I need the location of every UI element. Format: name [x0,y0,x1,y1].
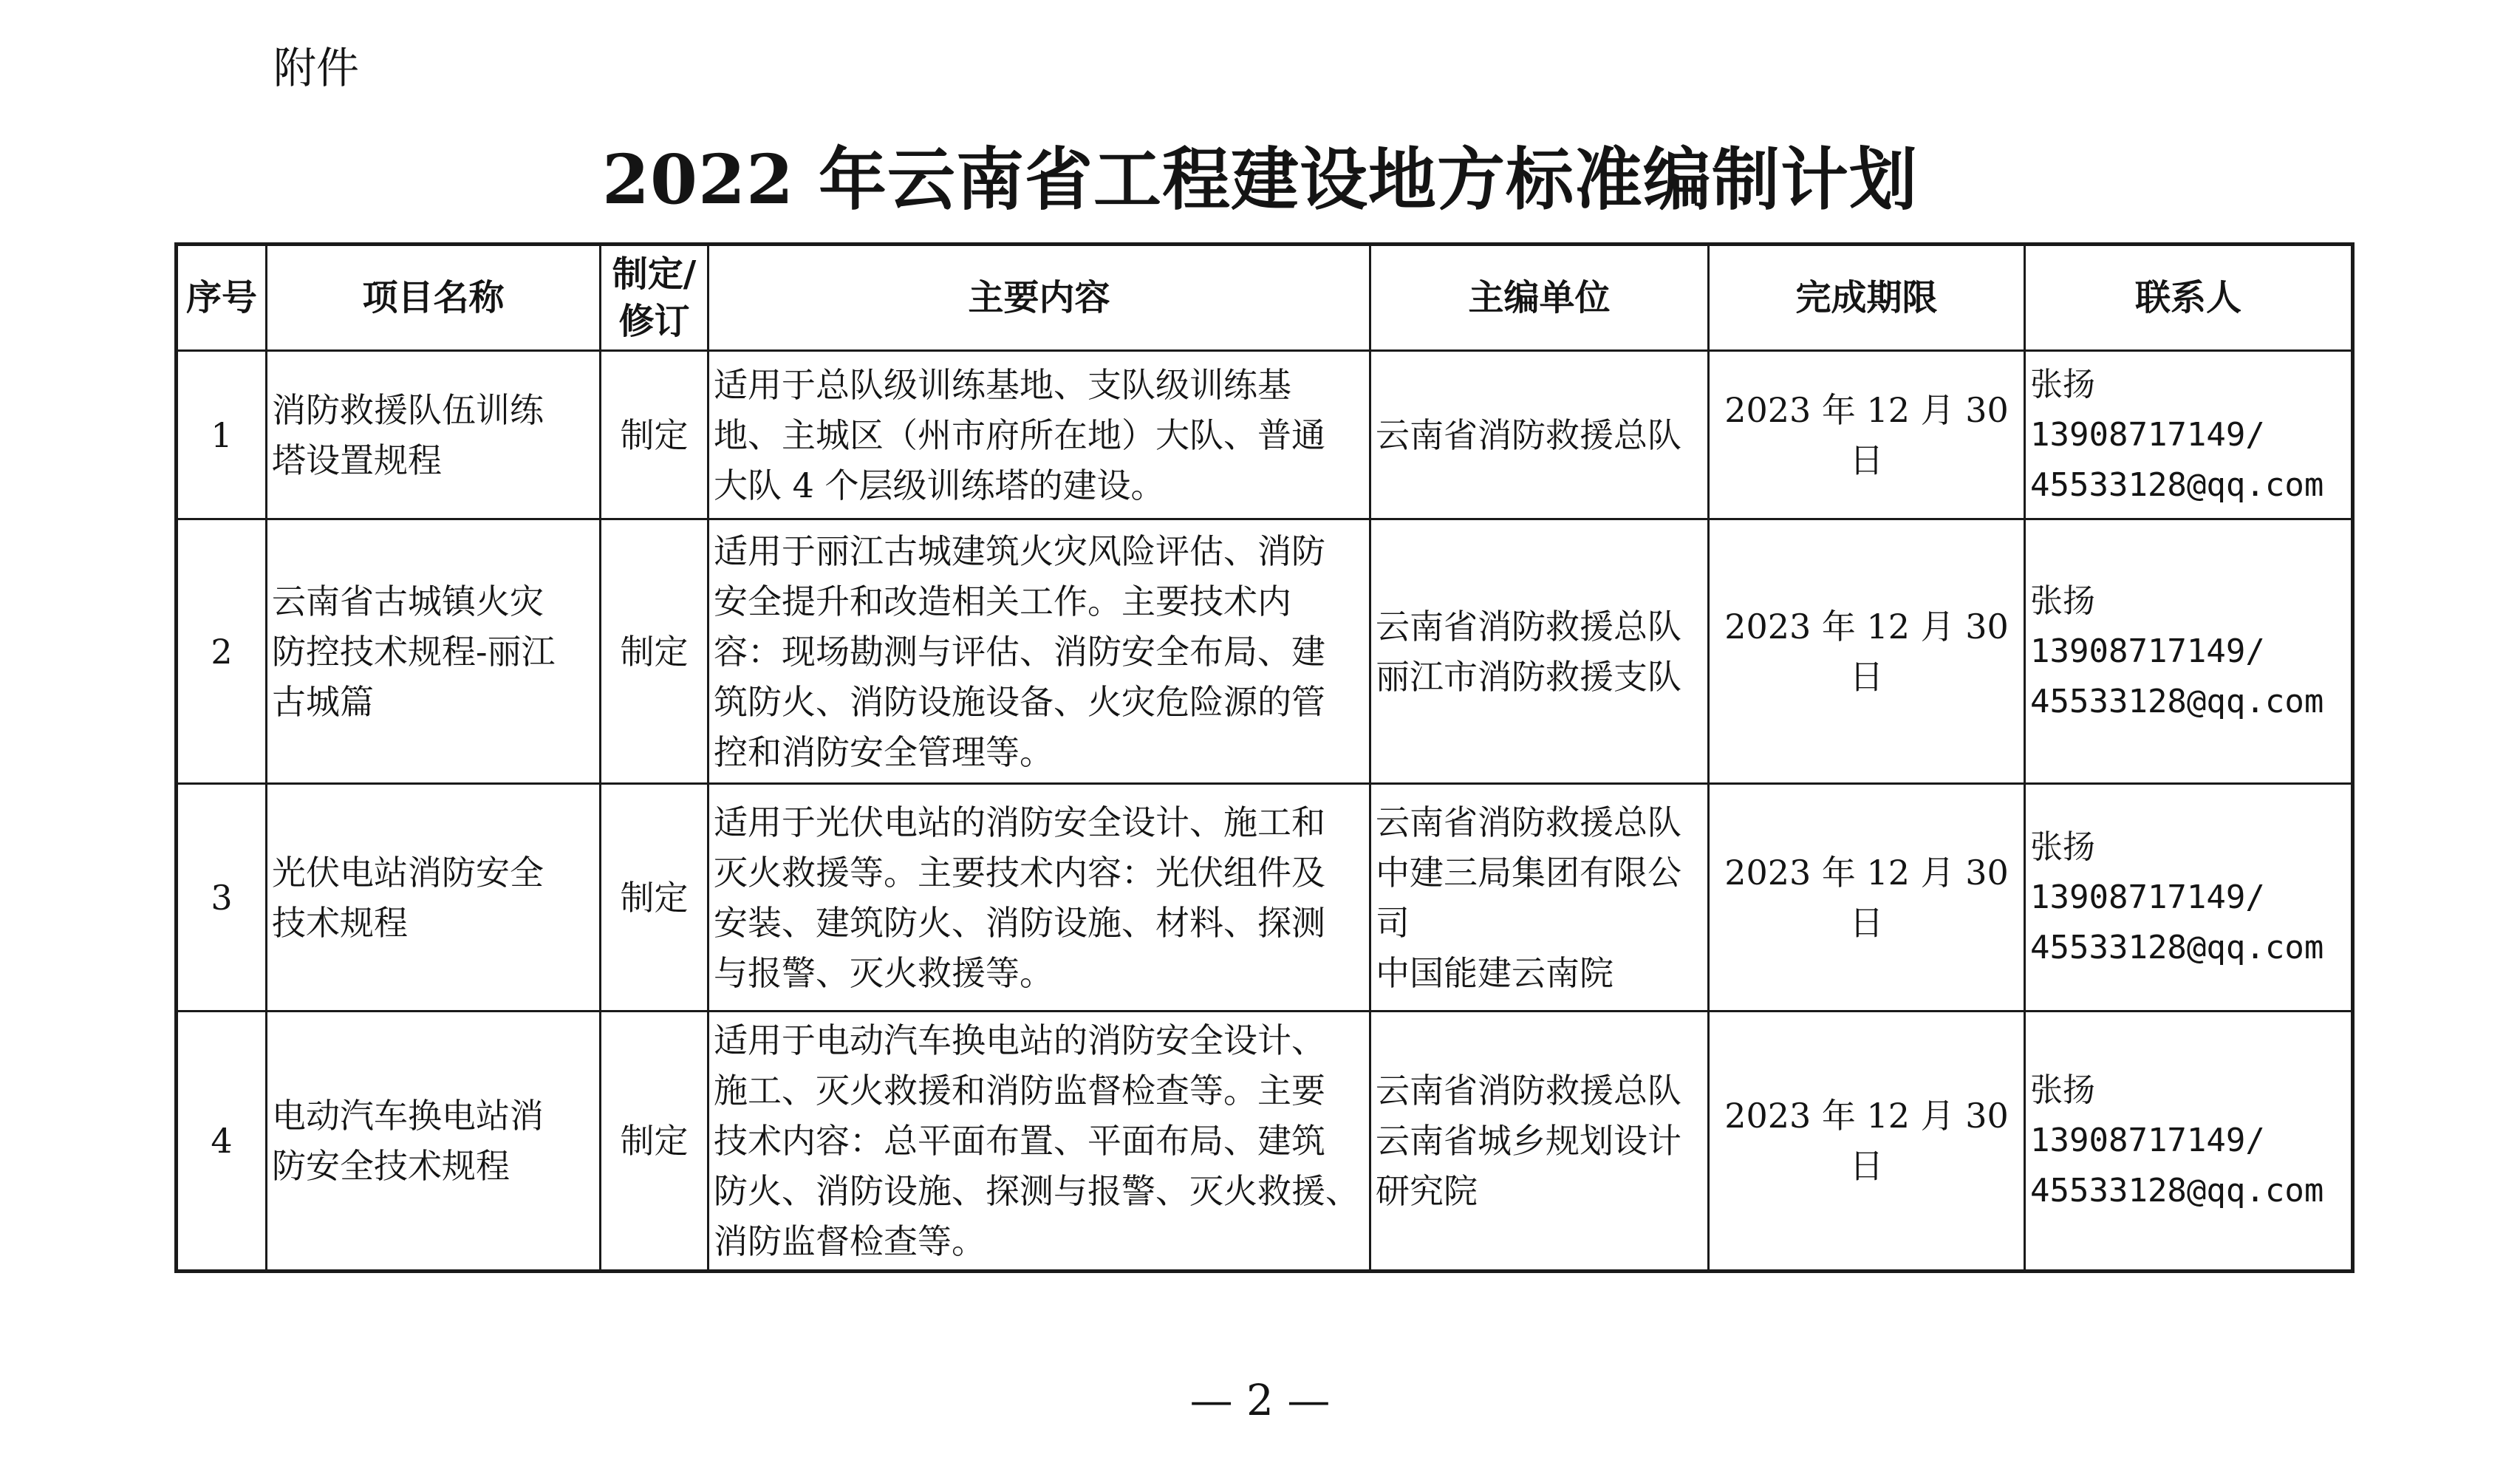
contact-email: 45533128@qq.com [2030,682,2324,720]
contact-phone: 13908717149/ [2030,878,2265,916]
cell-deadline: 2023 年 12 月 30 日 [1709,784,2025,1012]
name-line: 防控技术规程-丽江 [272,631,556,672]
content-line: 适用于丽江古城建筑火灾风险评估、消防 [714,531,1325,571]
content-line: 技术内容：总平面布置、平面布局、建筑 [714,1121,1325,1161]
contact-name: 张扬 [2030,365,2095,403]
content-line: 控和消防安全管理等。 [714,731,1054,772]
header-editor-unit: 主编单位 [1370,245,1709,351]
contact-email: 45533128@qq.com [2030,1172,2324,1210]
unit-line: 研究院 [1376,1171,1478,1211]
cell-contact [2025,1012,2353,1272]
cell-deadline: 2023 年 12 月 30 日 [1709,1012,2025,1272]
contact-phone: 13908717149/ [2030,415,2265,454]
cell-project-name [267,784,601,1012]
header-project-name: 项目名称 [267,245,601,351]
name-line: 塔设置规程 [272,440,442,480]
cell-editor-unit [1370,351,1709,519]
cell-project-name [267,519,601,784]
name-line: 消防救援队伍训练 [272,389,544,430]
name-line: 云南省古城镇火灾 [272,581,544,621]
header-index: 序号 [177,245,267,351]
header-contact: 联系人 [2025,245,2353,351]
unit-line: 云南省消防救援总队 [1376,606,1681,647]
content-line: 施工、灭火救援和消防监督检查等。主要 [714,1071,1325,1111]
cell-type: 制定 [601,351,708,519]
cell-index: 3 [177,784,267,1012]
contact-name: 张扬 [2030,828,2095,866]
content-line: 消防监督检查等。 [714,1221,986,1261]
cell-index: 1 [177,351,267,519]
content-line: 与报警、灭火救援等。 [714,952,1054,993]
cell-content [708,1012,1370,1272]
table-header-row [177,245,2353,351]
cell-deadline: 2023 年 12 月 30 日 [1709,351,2025,519]
contact-email: 45533128@qq.com [2030,928,2324,966]
header-content: 主要内容 [708,245,1370,351]
cell-contact [2025,519,2353,784]
page-number: — 2 — [1189,1375,1331,1425]
content-line: 适用于光伏电站的消防安全设计、施工和 [714,802,1325,842]
contact-phone: 13908717149/ [2030,632,2265,670]
content-line: 安装、建筑防火、消防设施、材料、探测 [714,902,1325,943]
cell-index: 4 [177,1012,267,1272]
header-type-line2: 修订 [618,301,690,342]
header-type-line1: 制定/ [612,253,697,295]
header-deadline: 完成期限 [1709,245,2025,351]
table-row [177,1012,2353,1272]
content-line: 适用于电动汽车换电站的消防安全设计、 [714,1020,1325,1060]
cell-contact [2025,351,2353,519]
unit-line: 中建三局集团有限公 [1376,852,1681,893]
cell-contact [2025,784,2353,1012]
cell-type: 制定 [601,519,708,784]
content-line: 容：现场勘测与评估、消防安全布局、建 [714,631,1325,672]
unit-line: 云南省城乡规划设计 [1376,1121,1681,1161]
contact-name: 张扬 [2030,581,2095,620]
cell-editor-unit [1370,1012,1709,1272]
cell-deadline: 2023 年 12 月 30 日 [1709,519,2025,784]
document-title: 2022 年云南省工程建设地方标准编制计划 [601,140,1919,219]
table-row [177,784,2353,1012]
name-line: 技术规程 [272,902,408,943]
contact-email: 45533128@qq.com [2030,465,2324,504]
cell-editor-unit [1370,519,1709,784]
content-line: 安全提升和改造相关工作。主要技术内 [714,581,1291,621]
unit-line: 司 [1376,902,1410,943]
name-line: 古城篇 [272,681,374,722]
contact-phone: 13908717149/ [2030,1122,2265,1159]
cell-type: 制定 [601,1012,708,1272]
table-row [177,519,2353,784]
name-line: 防安全技术规程 [272,1146,510,1186]
cell-type: 制定 [601,784,708,1012]
header-type [601,245,708,351]
content-line: 地、主城区（州市府所在地）大队、普通 [714,415,1325,455]
content-line: 筑防火、消防设施设备、火灾危险源的管 [714,681,1325,722]
content-line: 灭火救援等。主要技术内容：光伏组件及 [714,852,1325,893]
cell-content [708,784,1370,1012]
unit-line: 丽江市消防救援支队 [1376,656,1681,697]
cell-index: 2 [177,519,267,784]
contact-name: 张扬 [2030,1071,2095,1109]
content-line: 适用于总队级训练基地、支队级训练基 [714,364,1291,405]
unit-line: 云南省消防救援总队 [1376,1071,1681,1111]
table-row [177,351,2353,519]
unit-line: 云南省消防救援总队 [1376,415,1681,455]
unit-line: 中国能建云南院 [1376,952,1614,993]
name-line: 光伏电站消防安全 [272,852,544,893]
content-line: 防火、消防设施、探测与报警、灭火救援、 [714,1171,1359,1211]
cell-editor-unit [1370,784,1709,1012]
unit-line: 云南省消防救援总队 [1376,802,1681,842]
standards-plan-table [174,242,2355,1273]
attachment-label: 附件 [273,43,360,93]
cell-project-name [267,1012,601,1272]
cell-content [708,351,1370,519]
cell-project-name [267,351,601,519]
name-line: 电动汽车换电站消 [272,1096,544,1136]
cell-content [708,519,1370,784]
content-line: 大队 4 个层级训练塔的建设。 [714,465,1165,505]
